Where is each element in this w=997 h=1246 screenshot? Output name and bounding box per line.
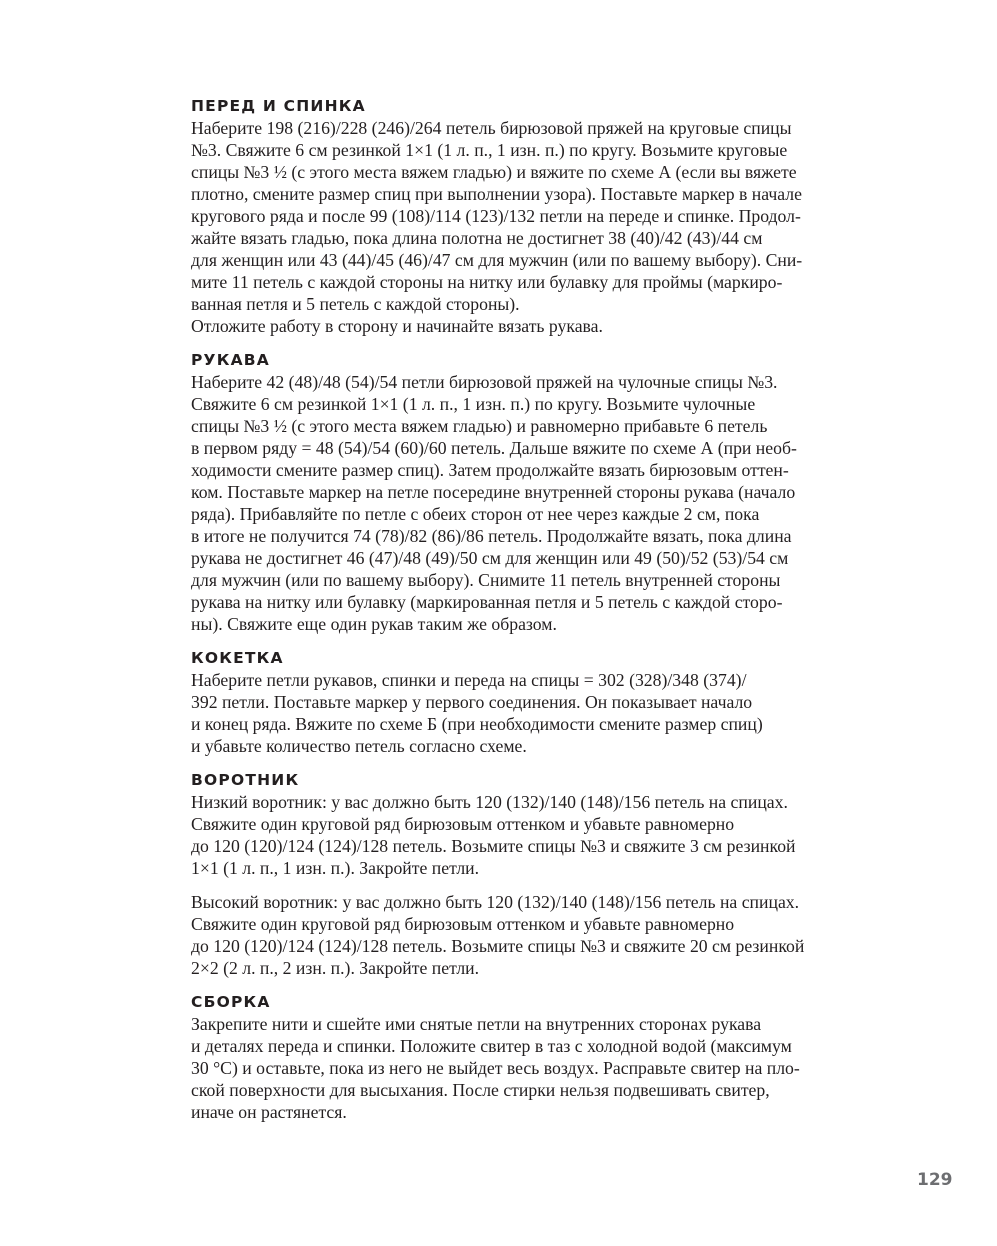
section-heading: СБОРКА bbox=[191, 993, 271, 1011]
text-line: 30 °C) и оставьте, пока из него не выйдет весь воздух. Расправьте свитер на пло- bbox=[191, 1058, 800, 1078]
text-line: №3. Свяжите 6 см резинкой 1×1 (1 л. п., 1 изн. п.) по кругу. Возьмите круговые bbox=[191, 140, 788, 160]
section-heading: ПЕРЕД И СПИНКА bbox=[191, 97, 366, 115]
text-line: Отложите работу в сторону и начинайте вязать рукава. bbox=[191, 316, 603, 336]
paragraph bbox=[191, 791, 891, 879]
text-line: в первом ряду = 48 (54)/54 (60)/60 петель. Дальше вяжите по схеме А (при необ- bbox=[191, 438, 797, 458]
paragraph bbox=[191, 891, 891, 979]
text-line: ходимости смените размер спиц). Затем продолжайте вязать бирюзовым оттен- bbox=[191, 460, 789, 480]
text-line: Свяжите 6 см резинкой 1×1 (1 л. п., 1 изн. п.) по кругу. Возьмите чулочные bbox=[191, 394, 756, 414]
page-number: 129 bbox=[917, 1170, 953, 1190]
section bbox=[191, 95, 891, 337]
text-line: Свяжите один круговой ряд бирюзовым оттенком и убавьте равномерно bbox=[191, 814, 735, 834]
paragraph bbox=[191, 1013, 891, 1123]
text-line: ванная петля и 5 петель с каждой стороны). bbox=[191, 294, 520, 314]
text-line: рукава не достигнет 46 (47)/48 (49)/50 см для женщин или 49 (50)/52 (53)/54 см bbox=[191, 548, 789, 568]
text-line: жайте вязать гладью, пока длина полотна не достигнет 38 (40)/42 (43)/44 см bbox=[191, 228, 763, 248]
text-line: Наберите 198 (216)/228 (246)/264 петель бирюзовой пряжей на круговые спицы bbox=[191, 118, 792, 138]
section bbox=[191, 769, 891, 979]
text-line: в итоге не получится 74 (78)/82 (86)/86 петель. Продолжайте вязать, пока длина bbox=[191, 526, 792, 546]
text-line: 1×1 (1 л. п., 1 изн. п.). Закройте петли. bbox=[191, 858, 480, 878]
text-line: плотно, смените размер спиц при выполнении узора). Поставьте маркер в начале bbox=[191, 184, 802, 204]
section-heading: РУКАВА bbox=[191, 351, 270, 369]
text-line: для мужчин (или по вашему выбору). Снимите 11 петель внутренней стороны bbox=[191, 570, 781, 590]
text-line: Наберите петли рукавов, спинки и переда на спицы = 302 (328)/348 (374)/ bbox=[191, 670, 747, 690]
text-line: Свяжите один круговой ряд бирюзовым оттенком и убавьте равномерно bbox=[191, 914, 735, 934]
text-line: рукава на нитку или булавку (маркированная петля и 5 петель с каждой сторо- bbox=[191, 592, 783, 612]
section-heading: КОКЕТКА bbox=[191, 649, 284, 667]
text-line: и убавьте количество петель согласно схеме. bbox=[191, 736, 527, 756]
text-line: 2×2 (2 л. п., 2 изн. п.). Закройте петли. bbox=[191, 958, 480, 978]
text-line: Низкий воротник: у вас должно быть 120 (132)/140 (148)/156 петель на спицах. bbox=[191, 792, 788, 812]
section bbox=[191, 647, 891, 757]
text-line: мите 11 петель с каждой стороны на нитку или булавку для проймы (маркиро- bbox=[191, 272, 783, 292]
text-line: иначе он растянется. bbox=[191, 1102, 347, 1122]
text-line: кругового ряда и после 99 (108)/114 (123)/132 петли на переде и спинке. Продол- bbox=[191, 206, 801, 226]
text-line: Высокий воротник: у вас должно быть 120 (132)/140 (148)/156 петель на спицах. bbox=[191, 892, 800, 912]
text-line: ны). Свяжите еще один рукав таким же образом. bbox=[191, 614, 557, 634]
text-line: спицы №3 ½ (с этого места вяжем гладью) и вяжите по схеме А (если вы вяжете bbox=[191, 162, 797, 182]
section bbox=[191, 349, 891, 635]
section bbox=[191, 991, 891, 1123]
text-line: и конец ряда. Вяжите по схеме Б (при необходимости смените размер спиц) bbox=[191, 714, 763, 734]
paragraph bbox=[191, 669, 891, 757]
paragraph bbox=[191, 371, 891, 635]
page-content bbox=[191, 95, 891, 1135]
text-line: ком. Поставьте маркер на петле посередине внутренней стороны рукава (начало bbox=[191, 482, 796, 502]
text-line: Закрепите нити и сшейте ими снятые петли на внутренних сторонах рукава bbox=[191, 1014, 762, 1034]
text-line: и деталях переда и спинки. Положите свитер в таз с холодной водой (максимум bbox=[191, 1036, 792, 1056]
text-line: до 120 (120)/124 (124)/128 петель. Возьмите спицы №3 и свяжите 3 см резинкой bbox=[191, 836, 796, 856]
text-line: Наберите 42 (48)/48 (54)/54 петли бирюзовой пряжей на чулочные спицы №3. bbox=[191, 372, 778, 392]
text-line: 392 петли. Поставьте маркер у первого соединения. Он показывает начало bbox=[191, 692, 753, 712]
section-heading: ВОРОТНИК bbox=[191, 771, 300, 789]
paragraph bbox=[191, 117, 891, 337]
text-line: спицы №3 ½ (с этого места вяжем гладью) и равномерно прибавьте 6 петель bbox=[191, 416, 768, 436]
text-line: ряда). Прибавляйте по петле с обеих сторон от нее через каждые 2 см, пока bbox=[191, 504, 760, 524]
text-line: до 120 (120)/124 (124)/128 петель. Возьмите спицы №3 и свяжите 20 см резинкой bbox=[191, 936, 805, 956]
text-line: ской поверхности для высыхания. После стирки нельзя подвешивать свитер, bbox=[191, 1080, 770, 1100]
text-line: для женщин или 43 (44)/45 (46)/47 см для мужчин (или по вашему выбору). Сни- bbox=[191, 250, 803, 270]
